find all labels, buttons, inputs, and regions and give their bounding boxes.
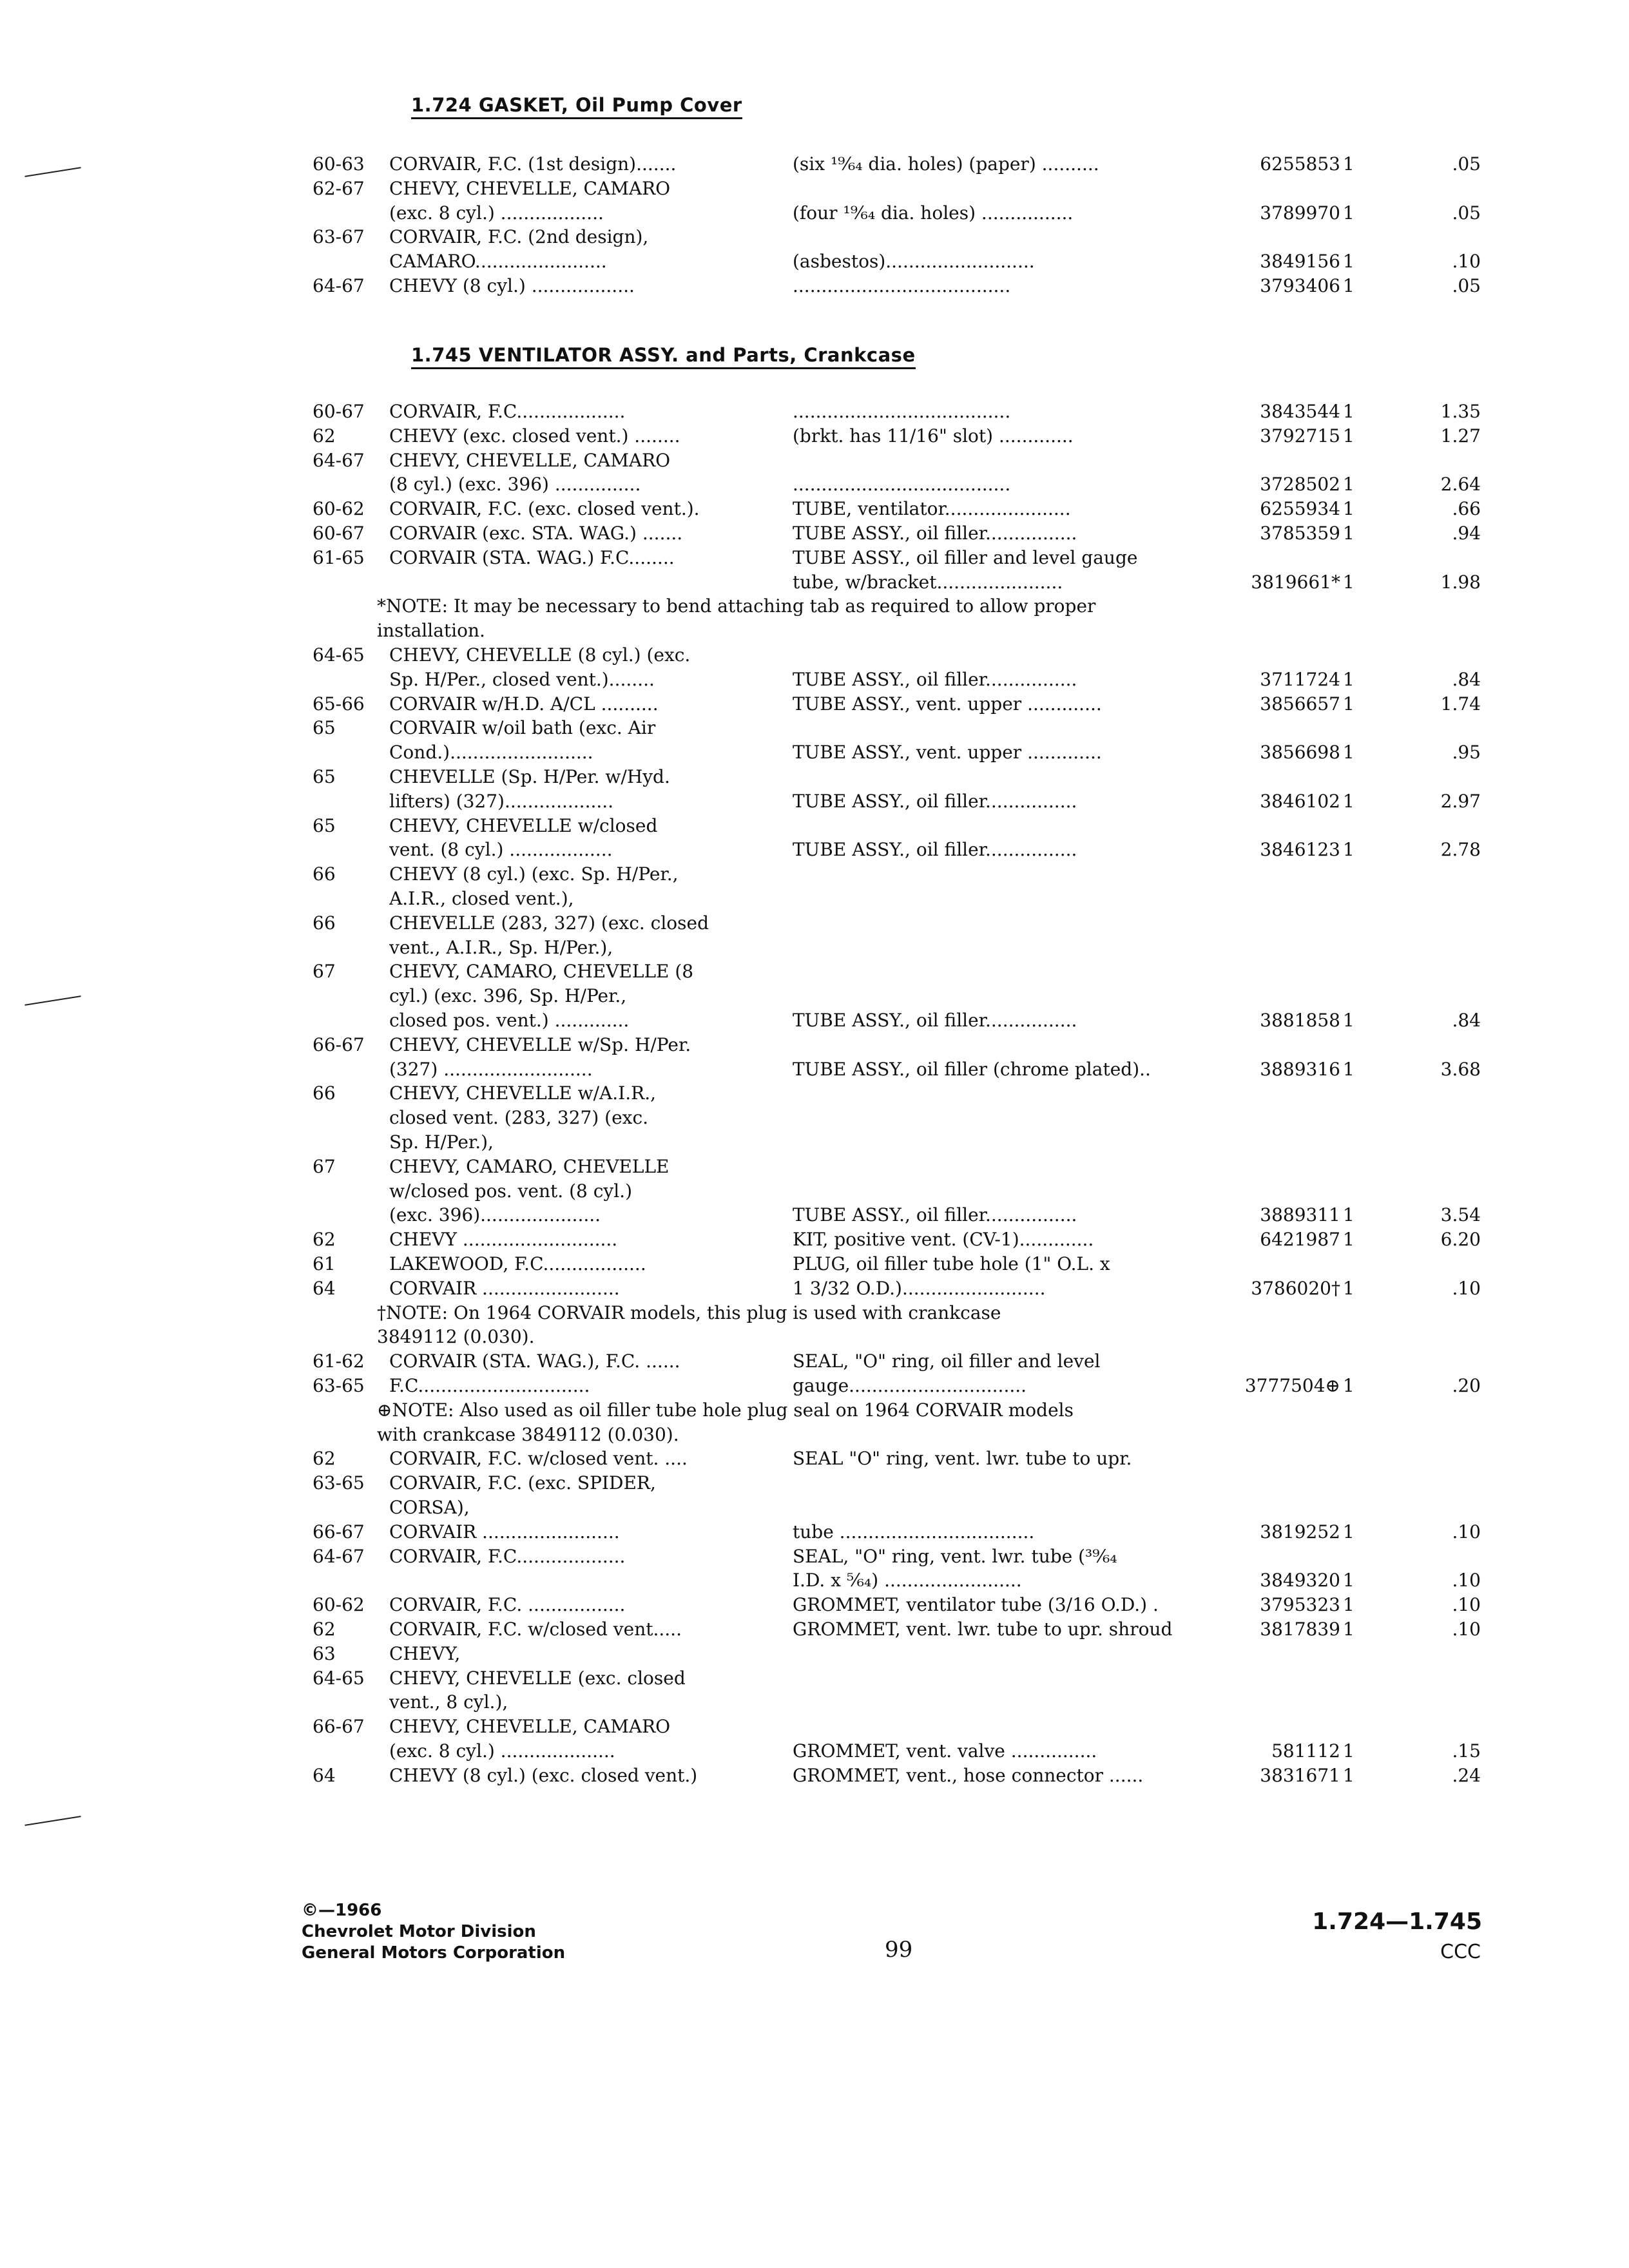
row-price: .20 bbox=[1452, 1375, 1481, 1396]
row-year: 60-63 bbox=[313, 153, 365, 175]
row-price: .10 bbox=[1452, 1619, 1481, 1640]
table-row bbox=[0, 1130, 1629, 1155]
row-model: CHEVY (8 cyl.) .................. bbox=[389, 275, 635, 296]
row-model: CHEVELLE (Sp. H/Per. w/Hyd. bbox=[389, 766, 670, 787]
table-row bbox=[0, 1349, 1629, 1374]
row-model: CHEVY, CHEVELLE (exc. closed bbox=[389, 1667, 686, 1689]
table-row bbox=[0, 1690, 1629, 1715]
row-quantity: 1 bbox=[1343, 523, 1354, 544]
row-description: SEAL, "O" ring, oil filler and level bbox=[793, 1350, 1101, 1372]
row-model: CHEVY, CHEVELLE w/A.I.R., bbox=[389, 1082, 657, 1104]
row-description: GROMMET, vent., hose connector ...... bbox=[793, 1764, 1144, 1786]
row-model: (327) .......................... bbox=[389, 1058, 593, 1080]
row-model: A.I.R., closed vent.), bbox=[389, 888, 574, 909]
table-row bbox=[0, 249, 1629, 274]
row-description: gauge............................... bbox=[793, 1375, 1027, 1396]
row-part-number: 3793406 bbox=[1260, 275, 1340, 296]
row-part-number: 3789970 bbox=[1260, 202, 1340, 224]
row-description: tube, w/bracket...................... bbox=[793, 571, 1063, 593]
row-model: (exc. 396)..................... bbox=[389, 1204, 601, 1226]
row-model: closed pos. vent.) ............. bbox=[389, 1010, 630, 1031]
row-model: (exc. 8 cyl.) .................... bbox=[389, 1740, 615, 1762]
table-row bbox=[0, 765, 1629, 789]
row-model: CORVAIR ........................ bbox=[389, 1521, 620, 1542]
row-quantity: 1 bbox=[1343, 1010, 1354, 1031]
row-year: 64-67 bbox=[313, 449, 365, 471]
row-model: CORVAIR, F.C................... bbox=[389, 1545, 626, 1567]
note-row bbox=[0, 1301, 1629, 1325]
row-quantity: 1 bbox=[1343, 275, 1354, 296]
table-row bbox=[0, 570, 1629, 595]
row-description: (asbestos).......................... bbox=[793, 251, 1035, 273]
row-year: 60-62 bbox=[313, 1594, 365, 1616]
row-quantity: 1 bbox=[1343, 202, 1354, 224]
row-description: TUBE ASSY., vent. upper ............. bbox=[793, 742, 1102, 764]
row-year: 61-62 bbox=[313, 1350, 365, 1372]
row-part-number: 6421987 bbox=[1260, 1229, 1340, 1251]
table-row bbox=[0, 1568, 1629, 1593]
row-year: 64-65 bbox=[313, 644, 365, 666]
row-year: 64-67 bbox=[313, 1545, 365, 1567]
row-description: ...................................... bbox=[793, 474, 1011, 495]
row-year: 65 bbox=[313, 717, 336, 739]
table-row bbox=[0, 887, 1629, 911]
row-model: CORVAIR (STA. WAG.), F.C. ...... bbox=[389, 1350, 680, 1372]
row-description: tube .................................. bbox=[793, 1521, 1035, 1542]
note-row bbox=[0, 619, 1629, 643]
row-description: KIT, positive vent. (CV-1)............. bbox=[793, 1229, 1094, 1251]
row-price: .05 bbox=[1452, 153, 1481, 175]
table-row bbox=[0, 274, 1629, 298]
table-row bbox=[0, 1617, 1629, 1642]
table-row bbox=[0, 1008, 1629, 1033]
row-year: 65 bbox=[313, 814, 336, 836]
note-row bbox=[0, 1325, 1629, 1349]
row-description: TUBE ASSY., oil filler................ bbox=[793, 668, 1077, 690]
row-quantity: 1 bbox=[1343, 742, 1354, 764]
row-part-number: 3711724 bbox=[1260, 668, 1340, 690]
row-part-number: 3889311 bbox=[1260, 1204, 1340, 1226]
row-price: .10 bbox=[1452, 251, 1481, 273]
row-year: 62-67 bbox=[313, 177, 365, 199]
table-row bbox=[0, 1057, 1629, 1082]
row-quantity: 1 bbox=[1343, 401, 1354, 422]
row-model: CHEVY, bbox=[389, 1642, 461, 1664]
table-row bbox=[0, 399, 1629, 424]
row-model: F.C.............................. bbox=[389, 1375, 590, 1396]
row-price: 1.27 bbox=[1440, 425, 1481, 447]
row-year: 64-65 bbox=[313, 1667, 365, 1689]
row-description: (six ¹⁹⁄₆₄ dia. holes) (paper) .......... bbox=[793, 153, 1099, 175]
row-quantity: 1 bbox=[1343, 251, 1354, 273]
row-part-number: 3831671 bbox=[1260, 1764, 1340, 1786]
row-quantity: 1 bbox=[1343, 1619, 1354, 1640]
row-price: .10 bbox=[1452, 1594, 1481, 1616]
row-price: 6.20 bbox=[1440, 1229, 1481, 1251]
row-price: .94 bbox=[1452, 523, 1481, 544]
table-row bbox=[0, 152, 1629, 177]
table-row bbox=[0, 1666, 1629, 1691]
row-description: TUBE ASSY., oil filler................ bbox=[793, 523, 1077, 544]
row-model: CHEVY (exc. closed vent.) ........ bbox=[389, 425, 680, 447]
row-year: 62 bbox=[313, 1619, 336, 1640]
row-price: .95 bbox=[1452, 742, 1481, 764]
row-description: ...................................... bbox=[793, 401, 1011, 422]
row-year: 60-67 bbox=[313, 401, 365, 422]
row-quantity: 1 bbox=[1343, 1764, 1354, 1786]
note-text: 3849112 (0.030). bbox=[377, 1326, 535, 1348]
row-model: CORVAIR ........................ bbox=[389, 1277, 620, 1299]
table-row bbox=[0, 497, 1629, 521]
row-quantity: 1 bbox=[1343, 1570, 1354, 1591]
row-part-number: 3856657 bbox=[1260, 693, 1340, 715]
note-row bbox=[0, 594, 1629, 619]
row-model: LAKEWOOD, F.C.................. bbox=[389, 1253, 646, 1274]
table-row bbox=[0, 959, 1629, 984]
row-part-number: 3843544 bbox=[1260, 401, 1340, 422]
table-row bbox=[0, 1276, 1629, 1301]
row-description: TUBE ASSY., oil filler and level gauge bbox=[793, 546, 1138, 568]
row-quantity: 1 bbox=[1343, 474, 1354, 495]
row-price: .05 bbox=[1452, 275, 1481, 296]
table-row bbox=[0, 740, 1629, 765]
catalog-code: CCC bbox=[1440, 1941, 1481, 1963]
row-quantity: 1 bbox=[1343, 839, 1354, 861]
row-year: 64 bbox=[313, 1764, 336, 1786]
table-row bbox=[0, 789, 1629, 814]
row-model: CHEVY, CAMARO, CHEVELLE (8 bbox=[389, 961, 694, 983]
row-part-number: 3795323 bbox=[1260, 1594, 1340, 1616]
row-model: CORVAIR w/oil bath (exc. Air bbox=[389, 717, 656, 739]
row-model: CORVAIR, F.C. (1st design)....... bbox=[389, 153, 677, 175]
row-year: 62 bbox=[313, 425, 336, 447]
row-part-number: 3817839 bbox=[1260, 1619, 1340, 1640]
row-year: 62 bbox=[313, 1448, 336, 1470]
row-quantity: 1 bbox=[1343, 1521, 1354, 1542]
row-part-number: 3881858 bbox=[1260, 1010, 1340, 1031]
table-row bbox=[0, 1471, 1629, 1495]
table-row bbox=[0, 716, 1629, 740]
row-model: CHEVY (8 cyl.) (exc. Sp. H/Per., bbox=[389, 863, 679, 885]
row-part-number: 3819661* bbox=[1251, 571, 1340, 593]
row-description: TUBE ASSY., oil filler................ bbox=[793, 1010, 1077, 1031]
row-model: CHEVY, CHEVELLE (8 cyl.) (exc. bbox=[389, 644, 691, 666]
table-row bbox=[0, 692, 1629, 716]
row-quantity: 1 bbox=[1343, 425, 1354, 447]
table-row bbox=[0, 225, 1629, 249]
row-model: Cond.)......................... bbox=[389, 742, 593, 764]
row-description: GROMMET, ventilator tube (3/16 O.D.) . bbox=[793, 1594, 1159, 1616]
section-title: 1.724 GASKET, Oil Pump Cover bbox=[411, 94, 742, 119]
row-quantity: 1 bbox=[1343, 790, 1354, 812]
table-row bbox=[0, 1544, 1629, 1569]
row-price: .84 bbox=[1452, 668, 1481, 690]
row-model: lifters) (327)................... bbox=[389, 790, 614, 812]
row-quantity: 1 bbox=[1343, 1229, 1354, 1251]
row-year: 66 bbox=[313, 912, 336, 934]
row-part-number: 3728502 bbox=[1260, 474, 1340, 495]
row-model: CHEVY ........................... bbox=[389, 1229, 618, 1251]
row-part-number: 3792715 bbox=[1260, 425, 1340, 447]
table-row bbox=[0, 911, 1629, 936]
row-price: 3.54 bbox=[1440, 1204, 1481, 1226]
table-row bbox=[0, 838, 1629, 862]
row-description: (four ¹⁹⁄₆₄ dia. holes) ................ bbox=[793, 202, 1074, 224]
table-row bbox=[0, 1642, 1629, 1666]
row-model: CHEVY (8 cyl.) (exc. closed vent.) bbox=[389, 1764, 698, 1786]
note-row bbox=[0, 1398, 1629, 1423]
row-model: vent. (8 cyl.) .................. bbox=[389, 839, 613, 861]
table-row bbox=[0, 1763, 1629, 1788]
row-quantity: 1 bbox=[1343, 693, 1354, 715]
row-description: TUBE ASSY., oil filler................ bbox=[793, 839, 1077, 861]
footer-corporation: General Motors Corporation bbox=[302, 1943, 566, 1963]
table-row bbox=[0, 814, 1629, 838]
row-year: 66 bbox=[313, 863, 336, 885]
section-title: 1.745 VENTILATOR ASSY. and Parts, Crankcase bbox=[411, 344, 916, 369]
row-price: .05 bbox=[1452, 202, 1481, 224]
row-model: w/closed pos. vent. (8 cyl.) bbox=[389, 1180, 633, 1202]
row-year: 66-67 bbox=[313, 1033, 365, 1055]
row-model: CORVAIR, F.C. (exc. SPIDER, bbox=[389, 1472, 656, 1494]
row-quantity: 1 bbox=[1343, 1277, 1354, 1299]
row-quantity: 1 bbox=[1343, 668, 1354, 690]
row-description: TUBE, ventilator...................... bbox=[793, 498, 1071, 520]
row-part-number: 6255853 bbox=[1260, 153, 1340, 175]
row-quantity: 1 bbox=[1343, 1058, 1354, 1080]
table-row bbox=[0, 201, 1629, 226]
row-model: CHEVY, CHEVELLE, CAMARO bbox=[389, 449, 671, 471]
row-description: TUBE ASSY., oil filler (chrome plated).. bbox=[793, 1058, 1151, 1080]
row-description: TUBE ASSY., vent. upper ............. bbox=[793, 693, 1102, 715]
table-row bbox=[0, 1179, 1629, 1204]
table-row bbox=[0, 1495, 1629, 1520]
row-part-number: 3846123 bbox=[1260, 839, 1340, 861]
row-year: 63 bbox=[313, 1642, 336, 1664]
row-part-number: 3846102 bbox=[1260, 790, 1340, 812]
row-model: CHEVY, CHEVELLE w/Sp. H/Per. bbox=[389, 1033, 691, 1055]
note-text: ⊕NOTE: Also used as oil filler tube hole plug seal on 1964 CORVAIR models bbox=[377, 1399, 1074, 1421]
row-price: 1.98 bbox=[1440, 571, 1481, 593]
table-row bbox=[0, 472, 1629, 497]
row-price: .66 bbox=[1452, 498, 1481, 520]
table-row bbox=[0, 862, 1629, 887]
row-part-number: 3785359 bbox=[1260, 523, 1340, 544]
row-model: CORVAIR (STA. WAG.) F.C........ bbox=[389, 546, 675, 568]
row-part-number: 3819252 bbox=[1260, 1521, 1340, 1542]
table-row bbox=[0, 448, 1629, 473]
table-row bbox=[0, 1227, 1629, 1252]
row-part-number: 3856698 bbox=[1260, 742, 1340, 764]
table-row bbox=[0, 1739, 1629, 1763]
row-price: .15 bbox=[1452, 1740, 1481, 1762]
row-price: 2.64 bbox=[1440, 474, 1481, 495]
row-year: 61-65 bbox=[313, 546, 365, 568]
row-model: (8 cyl.) (exc. 396) ............... bbox=[389, 474, 641, 495]
row-quantity: 1 bbox=[1343, 153, 1354, 175]
row-model: CORVAIR, F.C. (exc. closed vent.). bbox=[389, 498, 700, 520]
table-row bbox=[0, 1374, 1629, 1398]
table-row bbox=[0, 1520, 1629, 1544]
row-price: .10 bbox=[1452, 1521, 1481, 1542]
row-year: 65-66 bbox=[313, 693, 365, 715]
note-row bbox=[0, 1423, 1629, 1447]
row-year: 63-65 bbox=[313, 1375, 365, 1396]
row-year: 62 bbox=[313, 1229, 336, 1251]
row-year: 60-62 bbox=[313, 498, 365, 520]
row-part-number: 3849320 bbox=[1260, 1570, 1340, 1591]
row-part-number: 3777504⊕ bbox=[1244, 1375, 1340, 1396]
row-part-number: 6255934 bbox=[1260, 498, 1340, 520]
row-quantity: 1 bbox=[1343, 1740, 1354, 1762]
row-part-number: 581112 bbox=[1271, 1740, 1340, 1762]
row-model: (exc. 8 cyl.) .................. bbox=[389, 202, 604, 224]
row-description: 1 3/32 O.D.)......................... bbox=[793, 1277, 1046, 1299]
note-text: installation. bbox=[377, 620, 485, 642]
note-text: †NOTE: On 1964 CORVAIR models, this plug is used with crankcase bbox=[377, 1302, 1001, 1323]
row-description: (brkt. has 11/16" slot) ............. bbox=[793, 425, 1074, 447]
page-number: 99 bbox=[885, 1937, 913, 1963]
row-model: CORVAIR, F.C. w/closed vent. .... bbox=[389, 1448, 688, 1470]
table-row bbox=[0, 1252, 1629, 1276]
row-model: closed vent. (283, 327) (exc. bbox=[389, 1107, 649, 1129]
row-description: TUBE ASSY., oil filler................ bbox=[793, 1204, 1077, 1226]
row-model: CORVAIR, F.C. (2nd design), bbox=[389, 226, 649, 248]
row-description: I.D. x ⁵⁄₆₄) ........................ bbox=[793, 1570, 1022, 1591]
row-quantity: 1 bbox=[1343, 1375, 1354, 1396]
row-model: Sp. H/Per., closed vent.)........ bbox=[389, 668, 655, 690]
row-price: .84 bbox=[1452, 1010, 1481, 1031]
row-year: 63-65 bbox=[313, 1472, 365, 1494]
row-quantity: 1 bbox=[1343, 1204, 1354, 1226]
row-model: CHEVY, CHEVELLE, CAMARO bbox=[389, 177, 671, 199]
table-row bbox=[0, 1106, 1629, 1130]
row-year: 65 bbox=[313, 766, 336, 787]
row-description: TUBE ASSY., oil filler................ bbox=[793, 790, 1077, 812]
row-year: 66-67 bbox=[313, 1521, 365, 1542]
table-row bbox=[0, 1446, 1629, 1471]
row-price: 1.35 bbox=[1440, 401, 1481, 422]
table-row bbox=[0, 936, 1629, 960]
row-model: Sp. H/Per.), bbox=[389, 1131, 494, 1153]
row-part-number: 3849156 bbox=[1260, 251, 1340, 273]
row-price: 3.68 bbox=[1440, 1058, 1481, 1080]
row-model: CORVAIR w/H.D. A/CL .......... bbox=[389, 693, 659, 715]
row-quantity: 1 bbox=[1343, 1594, 1354, 1616]
table-row bbox=[0, 1593, 1629, 1617]
table-row bbox=[0, 1081, 1629, 1106]
row-description: ...................................... bbox=[793, 275, 1011, 296]
table-row bbox=[0, 1155, 1629, 1179]
row-model: CORVAIR, F.C................... bbox=[389, 401, 626, 422]
row-model: CHEVY, CHEVELLE w/closed bbox=[389, 814, 658, 836]
row-year: 61 bbox=[313, 1253, 336, 1274]
row-quantity: 1 bbox=[1343, 571, 1354, 593]
row-year: 64-67 bbox=[313, 275, 365, 296]
row-description: SEAL, "O" ring, vent. lwr. tube (³⁹⁄₆₄ bbox=[793, 1545, 1117, 1567]
row-description: PLUG, oil filler tube hole (1" O.L. x bbox=[793, 1253, 1110, 1274]
row-price: 2.78 bbox=[1440, 839, 1481, 861]
note-text: with crankcase 3849112 (0.030). bbox=[377, 1423, 679, 1445]
row-model: vent., A.I.R., Sp. H/Per.), bbox=[389, 936, 613, 958]
row-year: 63-67 bbox=[313, 226, 365, 248]
row-price: 2.97 bbox=[1440, 790, 1481, 812]
table-row bbox=[0, 643, 1629, 668]
row-year: 66 bbox=[313, 1082, 336, 1104]
margin-mark bbox=[24, 1816, 81, 1826]
row-part-number: 3786020† bbox=[1251, 1277, 1340, 1299]
note-text: *NOTE: It may be necessary to bend attaching tab as required to allow proper bbox=[377, 595, 1096, 617]
row-description: SEAL "O" ring, vent. lwr. tube to upr. bbox=[793, 1448, 1132, 1470]
row-price: 1.74 bbox=[1440, 693, 1481, 715]
row-price: .10 bbox=[1452, 1277, 1481, 1299]
section-range: 1.724—1.745 bbox=[1312, 1908, 1482, 1935]
table-row bbox=[0, 984, 1629, 1008]
footer-division: Chevrolet Motor Division bbox=[302, 1922, 536, 1941]
row-description: GROMMET, vent. lwr. tube to upr. shroud bbox=[793, 1619, 1173, 1640]
row-model: CORVAIR, F.C. ................. bbox=[389, 1594, 626, 1616]
row-description: GROMMET, vent. valve ............... bbox=[793, 1740, 1097, 1762]
row-model: CHEVY, CHEVELLE, CAMARO bbox=[389, 1716, 671, 1738]
table-row bbox=[0, 668, 1629, 692]
table-row bbox=[0, 521, 1629, 546]
row-year: 67 bbox=[313, 961, 336, 983]
table-row bbox=[0, 546, 1629, 570]
row-year: 67 bbox=[313, 1155, 336, 1177]
table-row bbox=[0, 1715, 1629, 1739]
table-row bbox=[0, 177, 1629, 201]
table-row bbox=[0, 424, 1629, 448]
row-model: CORVAIR, F.C. w/closed vent..... bbox=[389, 1619, 682, 1640]
row-price: .10 bbox=[1452, 1570, 1481, 1591]
row-model: cyl.) (exc. 396, Sp. H/Per., bbox=[389, 985, 627, 1007]
row-model: CORVAIR (exc. STA. WAG.) ....... bbox=[389, 523, 683, 544]
row-part-number: 3889316 bbox=[1260, 1058, 1340, 1080]
row-year: 66-67 bbox=[313, 1716, 365, 1738]
row-quantity: 1 bbox=[1343, 498, 1354, 520]
row-model: CHEVY, CAMARO, CHEVELLE bbox=[389, 1155, 670, 1177]
row-price: .24 bbox=[1452, 1764, 1481, 1786]
row-model: CAMARO....................... bbox=[389, 251, 607, 273]
table-row bbox=[0, 1033, 1629, 1057]
footer-copyright: ©—1966 bbox=[302, 1901, 382, 1920]
row-model: CHEVELLE (283, 327) (exc. closed bbox=[389, 912, 709, 934]
row-model: vent., 8 cyl.), bbox=[389, 1691, 508, 1713]
row-model: CORSA), bbox=[389, 1497, 470, 1518]
table-row bbox=[0, 1203, 1629, 1227]
row-year: 64 bbox=[313, 1277, 336, 1299]
row-year: 60-67 bbox=[313, 523, 365, 544]
